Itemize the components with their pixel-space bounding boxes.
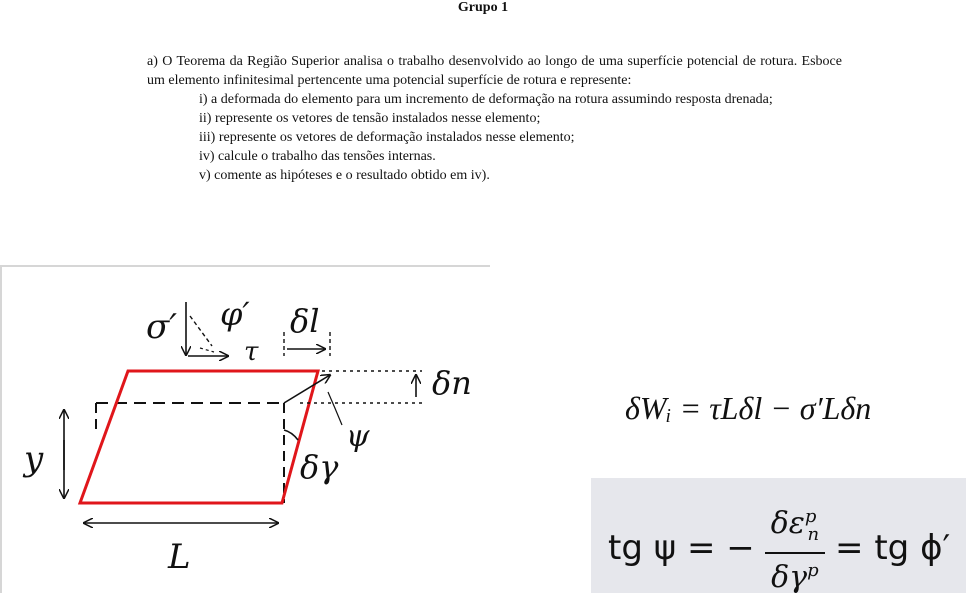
- psi-label: ψ: [346, 419, 370, 454]
- den-sup: p: [807, 560, 819, 581]
- den-base: δγ: [771, 560, 808, 595]
- fraction-numerator: [765, 500, 825, 552]
- tau-label: τ: [244, 337, 259, 367]
- question-text: [147, 52, 842, 185]
- question-item-iv: iv) calcule o trabalho das tensões internas.: [199, 149, 436, 164]
- fraction: [765, 500, 825, 595]
- question-item-iii: iii) represente os vetores de deformação instalados nesse elemento;: [199, 130, 575, 145]
- dl-label: δl: [290, 302, 320, 340]
- fraction-denominator: [765, 552, 825, 595]
- dgamma-arc: [284, 430, 298, 440]
- phi-line: [190, 316, 212, 346]
- question-item-i: i) a deformada do elemento para um incremento de deformação na rotura assumindo resposta drenada;: [199, 92, 773, 107]
- question-item-ii: ii) represente os vetores de tensão instalados nesse elemento;: [199, 111, 541, 126]
- L-label: L: [168, 537, 191, 577]
- num-base: δε: [770, 506, 805, 541]
- question-item-v: v) comente as hipóteses e o resultado obtido em iv).: [199, 168, 490, 183]
- question-intro: a) O Teorema da Região Superior analisa o trabalho desenvolvido ao longo de uma superfície potencial de rotura. Esboce um elemento infinitesimal pertencente uma potencial superfície de rotura e represente:: [147, 54, 842, 88]
- tg-right: = tg ϕ′: [835, 527, 951, 568]
- resultant-line: [200, 348, 214, 352]
- phi-label: φ′: [220, 295, 250, 333]
- psi-pointer: [328, 392, 342, 425]
- num-sub: n: [807, 524, 820, 545]
- element-diagram: [0, 265, 490, 595]
- page-title: Grupo 1: [457, 0, 509, 15]
- num-sup: p: [804, 506, 817, 527]
- displacement-arrow: [284, 375, 330, 403]
- dilatancy-equation: [608, 500, 950, 595]
- work-equation: δWᵢ = τLδl − σ′Lδn: [625, 390, 872, 426]
- deformed-element: [80, 371, 318, 503]
- dn-label: δn: [432, 364, 472, 402]
- sigma-label: σ′: [146, 307, 177, 347]
- tg-left: tg ψ = −: [608, 527, 755, 568]
- dgamma-label: δγ: [300, 448, 339, 486]
- y-label: y: [24, 439, 44, 479]
